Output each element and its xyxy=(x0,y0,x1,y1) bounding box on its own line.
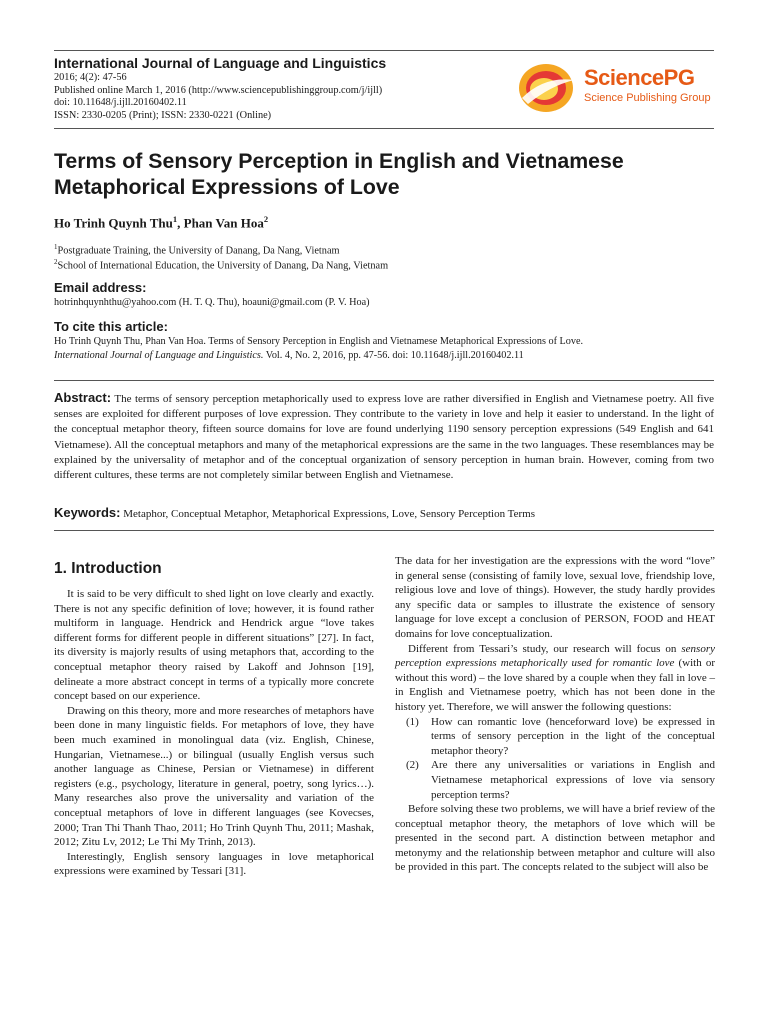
research-question-2 xyxy=(395,758,715,802)
affiliation-1 xyxy=(54,243,340,256)
keywords-bottom-rule xyxy=(54,530,714,531)
journal-title: International Journal of Language and Linguistics xyxy=(54,55,387,71)
sciencepg-logo xyxy=(514,60,714,116)
cite-heading: To cite this article: xyxy=(54,319,168,334)
authors xyxy=(54,214,268,231)
research-question-1 xyxy=(395,715,715,759)
intro-paragraph-4: The data for her investigation are the expressions with the word “love” in general sense (consisting of family love, sexual love, friendship love, religious love and love of things). However, the study hardly provides any specific data or samples to illustrate the existence of sensory language for love except a conclusion of PERSON, FOOD and HEAT domains for love conceptualization. xyxy=(395,555,715,640)
cite-line-2 xyxy=(54,350,524,361)
keywords xyxy=(54,505,714,520)
journal-issue: 2016; 4(2): 47-56 xyxy=(54,72,127,83)
question-1-text: How can romantic love (henceforward love) be expressed in terms of sensory perception in the light of the conceptual metaphor theory? xyxy=(431,715,715,757)
abstract-label: Abstract: xyxy=(54,390,112,405)
affiliation-2-mark: 2 xyxy=(54,258,58,266)
author-1-affiliation-mark: 1 xyxy=(172,214,178,224)
journal-doi: doi: 10.11648/j.ijll.20160402.11 xyxy=(54,97,187,109)
abstract-text: The terms of sensory perception metaphorically used to express love are rather diversified in English and Vietnamese poetry. All five senses are exploited for different purposes of love expression. They contribute to the variety in love and help it easier to understand. In the light of the conceptual metaphor theory, fifteen source domains for love are found underlying 1190 sensory perception expressions (549 English and 641 Vietnamese). All the conceptual metaphors and many of the metaphorical expressions are the same in the two languages. These resemblances may be explained by the universality of metaphor and of the conceptual organization of sensory perception in human brain. However, coming from two different cultures, these terms are not completely similar between English and Vietnamese. xyxy=(54,393,714,482)
left-column xyxy=(54,587,374,879)
journal-meta xyxy=(54,72,382,122)
header-bottom-rule xyxy=(54,128,714,129)
abstract xyxy=(54,390,714,483)
right-column xyxy=(395,554,715,875)
author-2-affiliation-mark: 2 xyxy=(263,214,269,224)
email-addresses: hotrinhquynhthu@yahoo.com (H. T. Q. Thu), hoauni@gmail.com (P. V. Hoa) xyxy=(54,297,370,308)
keywords-label: Keywords: xyxy=(54,505,121,520)
paper-title xyxy=(54,148,714,200)
section-heading-introduction: 1. Introduction xyxy=(54,560,162,577)
header-top-rule xyxy=(54,50,714,51)
question-2-number: (2) xyxy=(406,759,419,772)
cite-line-1: Ho Trinh Quynh Thu, Phan Van Hoa. Terms of Sensory Perception in English and Vietnamese Metaphorical Expressions of Love. xyxy=(54,336,584,347)
logo-subtitle: Science Publishing Group xyxy=(584,92,711,104)
intro-paragraph-5-rest: (with or without this word) – the love shared by a couple when they fall in love – in English and Vietnamese poetry, which has not been done in the history yet. Therefore, we will answer the following questions: xyxy=(395,657,715,713)
intro-paragraph-5-start: Different from Tessari’s study, our research will focus on xyxy=(408,642,682,655)
affiliation-1-text: Postgraduate Training, the University of Danang, Da Nang, Vietnam xyxy=(57,245,340,257)
intro-paragraph-2: Drawing on this theory, more and more researches of metaphors have been done in many linguistic fields. For metaphors of love, they have been much examined in monolingual data (viz. English, Chinese, Hungarian, Vietnamese...) or bilingual (usually English versus such another language as Chinese, Persian or Vietnamese) in different registers (e.g., psychology, literature in general, poetry, song lyrics…). Many researches also prove the universality and variation of the conceptual metaphors of love in different languages (see Kovecses, 2000; Tran Thi Thanh Thao, 2011; Ho Trinh Quynh Thu, 2011; Mashak, 2012; Zitu Lv, 2012; Le Thi My Trinh, 2013). xyxy=(54,704,374,849)
keywords-text: Metaphor, Conceptual Metaphor, Metaphorical Expressions, Love, Sensory Perception Terms xyxy=(120,508,535,520)
cite-journal: International Journal of Language and Linguistics. xyxy=(54,350,264,361)
research-focus-emphasis: sensory perception expressions metaphorically used for romantic love xyxy=(395,642,715,670)
affiliation-2 xyxy=(54,258,388,271)
question-2-text: Are there any universalities or variations in English and Vietnamese metaphorical expressions of love via sensory perception terms? xyxy=(431,759,715,801)
journal-published: Published online March 1, 2016 (http://www.sciencepublishinggroup.com/j/ijll) xyxy=(54,84,383,96)
author-1: Ho Trinh Quynh Thu xyxy=(54,215,173,231)
intro-paragraph-6: Before solving these two problems, we will have a brief review of the conceptual metaphor theory, the metaphors of love which will be presented in the second part. A distinction between metaphor and metonymy and the relationship between metaphor and culture will also be provided in this part. The concepts related to the subject will also be xyxy=(395,803,715,874)
email-heading: Email address: xyxy=(54,280,147,295)
sciencepg-logo-icon xyxy=(514,60,578,116)
paper-title-line-2: Metaphorical Expressions of Love xyxy=(54,175,400,199)
affiliation-2-text: School of International Education, the University of Danang, Da Nang, Vietnam xyxy=(57,260,389,272)
affiliation-1-mark: 1 xyxy=(54,243,58,251)
intro-paragraph-1: It is said to be very difficult to shed light on love clearly and exactly. There is not any specific definition of love; however, it is found rather multiform in language. Hendrick and Hendrick argue “love takes different forms for different people in different situations” [27]. In fact, its diversity is majorly results of using metaphors that, according to the conceptual metaphor theory raised by Lakoff and Johnson [19], delineate a more abstract concept in terms of a typically more concrete concept based on our experience. xyxy=(54,588,374,703)
abstract-top-rule xyxy=(54,380,714,381)
journal-issn: ISSN: 2330-0205 (Print); ISSN: 2330-0221 (Online) xyxy=(54,109,272,121)
paper-title-line-1: Terms of Sensory Perception in English and Vietnamese xyxy=(54,149,624,173)
logo-name: SciencePG xyxy=(584,65,695,90)
question-1-number: (1) xyxy=(406,715,419,728)
intro-paragraph-5 xyxy=(395,642,715,715)
author-2: Phan Van Hoa xyxy=(183,215,264,231)
intro-paragraph-3: Interestingly, English sensory languages in love metaphorical expressions were examined by Tessari [31]. xyxy=(54,850,374,878)
author-separator: , xyxy=(177,215,184,231)
cite-details: Vol. 4, No. 2, 2016, pp. 47-56. doi: 10.11648/j.ijll.20160402.11 xyxy=(263,350,524,361)
